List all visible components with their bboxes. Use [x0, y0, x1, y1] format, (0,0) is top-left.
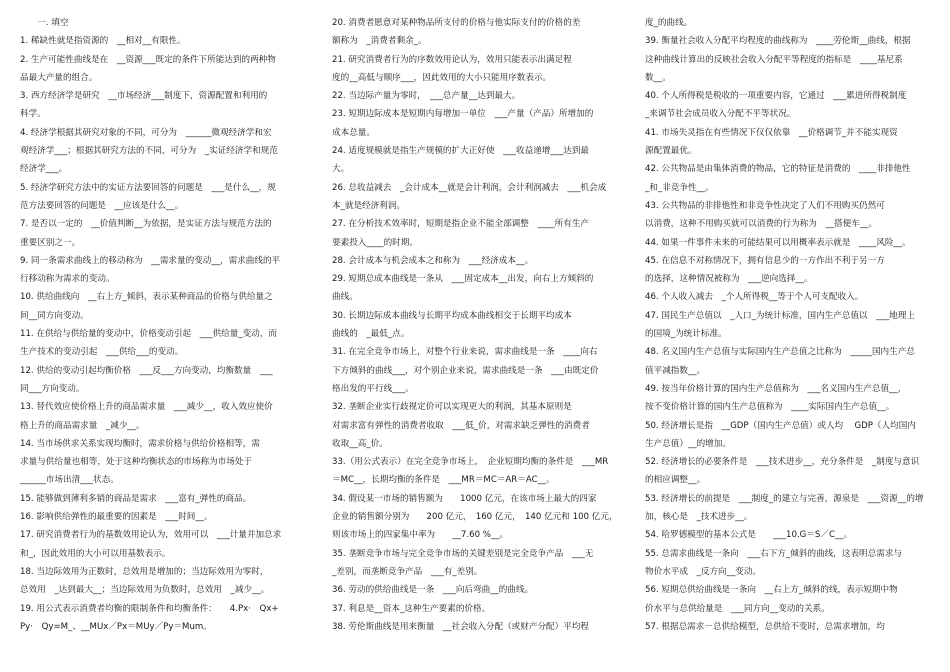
- text-line: _差别，而垄断竞争产品 ___有_差别。: [332, 566, 483, 577]
- text-line: 31. 在完全竞争市场上，对整个行业来说，需求曲线是一条 ____向右: [332, 347, 598, 358]
- text-line: 经济学___。: [20, 164, 68, 175]
- text-column-left: [20, 14, 312, 636]
- text-line: 物价水平成 _反方向__变动。: [645, 566, 762, 577]
- text-line: 曲线。: [332, 292, 358, 303]
- text-line: 29. 短期总成本曲线是一条从 ___固定成本__出发，向右上方倾斜的: [332, 274, 594, 285]
- text-line: 求量与供给量也相等，处于这种均衡状态的市场称为市场处于: [20, 457, 253, 468]
- text-line: 50. 经济增长是指 __GDP（国内生产总值）或人均 GDP（人均国内: [645, 420, 916, 431]
- text-line: 46. 个人收入减去 _个人所得税__等于个人可支配收入。: [645, 292, 864, 303]
- text-line: 本_就是经济利润。: [332, 200, 406, 211]
- text-line: 按不变价格计算的国内生产总值称为 ____实际国内生产总值__。: [645, 402, 895, 413]
- text-line: 27. 在分析技术效率时，短期是指企业不能全部调整 ____所有生产: [332, 219, 590, 230]
- text-line: 价水平与总供给量是 ___同方向__变动的关系。: [645, 603, 830, 614]
- text-line: 生产总值）__的增加。: [645, 438, 731, 449]
- text-line: Py· Qy=M_、__MUx／Px＝MUy／Py＝Mum。: [20, 621, 212, 632]
- text-column-middle: [332, 14, 624, 636]
- text-line: 企业的销售额分别为 200 亿元， 160 亿元， 140 亿元和 100 亿元，: [332, 512, 618, 523]
- text-line: 收取__高_价。: [332, 438, 388, 449]
- text-line: 17. 研究消费者行为的基数效用论认为，效用可以 ___计量并加总求: [20, 530, 282, 541]
- text-line: 56. 短期总供给曲线是一条向 __右上方_倾斜的线，表示短期中物: [645, 585, 898, 596]
- text-line: 41. 市场失灵指在有些情况下仅仅依靠 __价格调节_并不能实现资: [645, 127, 898, 138]
- text-line: 生产技术的变动引起 ___供给___的变动。: [20, 347, 184, 358]
- text-line: 20. 消费者愿意对某种物品所支付的价格与他实际支付的价格的差: [332, 18, 581, 28]
- text-line: 值平减指数__。: [645, 365, 706, 376]
- text-line: 则该市场上的四家集中率为 __7.60 %__。: [332, 530, 509, 541]
- text-line: 对需求富有弹性的消费者收取 ___低_价，对需求缺乏弹性的消费者: [332, 420, 590, 431]
- text-line: 9. 同一条需求曲线上的移动称为 __需求量的变动__，需求曲线的平: [20, 255, 281, 266]
- text-line: 19. 用公式表示消费者均衡的限制条件和均衡条件： 4.Px· Qx+: [20, 603, 279, 614]
- text-line: 32. 垄断企业实行歧视定价可以实现更大的利润，其基本原则是: [332, 402, 572, 413]
- text-line: 范方法要回答的问题是 __应该是什么__。: [20, 200, 184, 211]
- text-line: 14. 当市场供求关系实现均衡时，需求价格与供给价格相等，需: [20, 438, 260, 449]
- text-line: 45. 在信息不对称情况下，拥有信息少的一方作出不利于另一方: [645, 255, 885, 266]
- text-line: 下方倾斜的曲线___，对个别企业来说，需求曲线是一条 ___由既定价: [332, 365, 599, 376]
- text-line: 28. 会计成本与机会成本之和称为 ___经济成本__。: [332, 255, 534, 266]
- text-line: 行移动称为需求的变动。: [20, 274, 115, 285]
- text-line: 40. 个人所得税是税收的一项重要内容，它通过 ___累进所得税制度: [645, 91, 907, 102]
- text-line: 49. 按当年价格计算的国内生产总值称为 ___名义国内生产总值__，: [645, 383, 907, 394]
- text-line: 观经济学___；根据其研究方法的不同，可分为 _实证经济学和规范: [20, 146, 278, 157]
- text-line: ＝MC__，长期均衡的条件是 ___MR＝MC＝AR＝AC__。: [332, 475, 555, 486]
- text-line: 13. 替代效应使价格上升的商品需求量 ___减少__，收入效应使价: [20, 402, 273, 413]
- text-line: 53. 经济增长的前提是 ___制度_的建立与完善，源泉是 ___资源__的增: [645, 493, 924, 504]
- text-line: 33.（用公式表示）在完全竞争市场上， 企业短期均衡的条件是 ___MR: [332, 457, 609, 468]
- text-line: 格上升的商品需求量 _减少__。: [20, 420, 145, 431]
- text-line: 的国境_为统计标准。: [645, 329, 727, 340]
- text-line: 16. 影响供给弹性的最重要的因素是 ___时间__。: [20, 512, 213, 523]
- text-line: 11. 在供给与供给量的变动中，价格变动引起 ___供给量_变动，而: [20, 329, 278, 340]
- text-line: 42. 公共物品是由集体消费的物品，它的特征是消费的 ____非排他性: [645, 164, 911, 175]
- text-line: 35. 垄断竞争市场与完全竞争市场的关键差别是完全竞争产品 ___无: [332, 548, 594, 559]
- text-line: 间__同方向变动。: [20, 310, 89, 321]
- text-line: 55. 总需求曲线是一条向 ___右下方_倾斜的曲线，这表明总需求与: [645, 548, 903, 559]
- text-line: _和_非竞争性__。: [645, 182, 714, 193]
- text-line: 36. 劳动的供给曲线是一条 ___向后弯曲__的曲线。: [332, 585, 534, 596]
- text-line: 3. 西方经济学是研究 __市场经济___制度下，资源配置和利用的: [20, 91, 268, 102]
- text-line: 要素投入____的时期。: [332, 237, 418, 248]
- text-line: _来调节社会成员收入分配不平等状况。: [645, 109, 796, 120]
- text-line: 24. 适度规模就是指生产规模的扩大正好使 ___收益递增___达到最: [332, 146, 590, 157]
- text-line: ______市场出清___状态。: [20, 475, 119, 486]
- text-line: 大。: [332, 164, 350, 175]
- text-line: 源配置最优。: [645, 146, 697, 157]
- text-line: 43. 公共物品的非排他性和非竞争性决定了人们不用购买仍然可: [645, 200, 885, 211]
- text-line: 科学。: [20, 109, 46, 120]
- text-line: 39. 衡量社会收入分配平均程度的曲线称为 ____劳伦斯__曲线，根据: [645, 36, 911, 47]
- text-line: 15. 能够做到薄利多销的商品是需求 ___富有_弹性的商品。: [20, 493, 252, 504]
- text-line: 重要区别之一。: [20, 237, 81, 248]
- text-line: 曲线的 _最低_点。: [332, 329, 410, 340]
- text-line: 48. 名义国内生产总值与实际国内生产总值之比称为 _____国内生产总: [645, 347, 915, 358]
- text-line: 加，核心是 _技术进步__。: [645, 512, 753, 523]
- text-line: 21. 研究消费者行为的序数效用论认为，效用只能表示出满足程: [332, 54, 572, 65]
- text-line: 10. 供给曲线向 __右上方_倾斜，表示某种商品的价格与供给量之: [20, 292, 273, 303]
- text-line: 26. 总收益减去 _会计成本__就是会计利润，会计利润减去 ___机会成: [332, 182, 607, 193]
- text-line: 度_的曲线。: [645, 18, 693, 28]
- text-line: 57. 根据总需求－总供给模型，总供给不变时，总需求增加，均: [645, 621, 885, 632]
- text-line: 38. 劳伦斯曲线是用来衡量 __社会收入分配（或财产分配）平均程: [332, 621, 590, 632]
- text-line: 37. 利息是__资本_这种生产要素的价格。: [332, 603, 491, 614]
- text-line: 的选择，这种情况被称为 ___逆向选择__。: [645, 274, 813, 285]
- text-line: 一. 填空: [20, 18, 69, 28]
- text-line: 成本总量。: [332, 127, 375, 138]
- text-line: 7. 是否以一定的 __价值判断__为依据，是实证方法与规范方法的: [20, 219, 272, 230]
- text-line: 22. 当边际产量为零时， ___总产量__达到最大。: [332, 91, 521, 102]
- text-line: 和_，因此效用的大小可以用基数表示。: [20, 548, 171, 559]
- text-line: 度的__高低与顺序___，因此效用的大小只能用序数表示。: [332, 72, 552, 83]
- text-line: 30. 长期边际成本曲线与长期平均成本曲线相交于长期平均成本: [332, 310, 572, 321]
- text-line: 数__。: [645, 72, 671, 83]
- text-column-right: [645, 14, 937, 636]
- text-line: 同___方向变动。: [20, 383, 85, 394]
- text-line: 格出发的平行线___。: [332, 383, 414, 394]
- text-line: 4. 经济学根据其研究对象的不同，可分为 ______微观经济学和宏: [20, 127, 272, 138]
- text-line: 54. 哈罗德模型的基本公式是 ___10.G＝S／C__。: [645, 530, 853, 541]
- text-line: 以消费，这种不用购买就可以消费的行为称为 __搭便车__。: [645, 219, 878, 230]
- text-line: 12. 供给的变动引起均衡价格 ___反___方向变动，均衡数量 ___: [20, 365, 273, 376]
- text-line: 52. 经济增长的必要条件是 ___技术进步__，充分条件是 _制度与意识: [645, 457, 920, 468]
- text-line: 47. 国民生产总值以 _人口_为统计标准，国内生产总值以 ___地理上: [645, 310, 915, 321]
- text-line: 18. 当边际效用为正数时，总效用是增加的；当边际效用为零时，: [20, 566, 269, 577]
- text-line: 44. 如果一件事件未来的可能结果可以用概率表示就是 ____风险__。: [645, 237, 911, 248]
- text-line: 的相应调整__。: [645, 475, 706, 486]
- text-line: 23. 短期边际成本是短期内每增加一单位 ___产量（产品）所增加的: [332, 109, 594, 120]
- text-line: 这种曲线计算出的反映社会收入分配平等程度的指标是 ____基尼系: [645, 54, 903, 65]
- text-line: 总效用 _达到最大__；当边际效用为负数时，总效用 _减少__。: [20, 585, 270, 596]
- text-line: 1. 稀缺性就是指资源的 __相对__有限性。: [20, 36, 186, 47]
- text-line: 品最大产量的组合。: [20, 72, 98, 83]
- text-line: 2. 生产可能性曲线是在 __资源___既定的条件下所能达到的两种物: [20, 54, 276, 65]
- text-line: 额称为 _消费者剩余_。: [332, 36, 427, 47]
- text-line: 34. 假设某一市场的销售额为 1000 亿元，在该市场上最大的四家: [332, 493, 597, 504]
- text-line: 5. 经济学研究方法中的实证方法要回答的问题是 ___是什么__，规: [20, 182, 276, 193]
